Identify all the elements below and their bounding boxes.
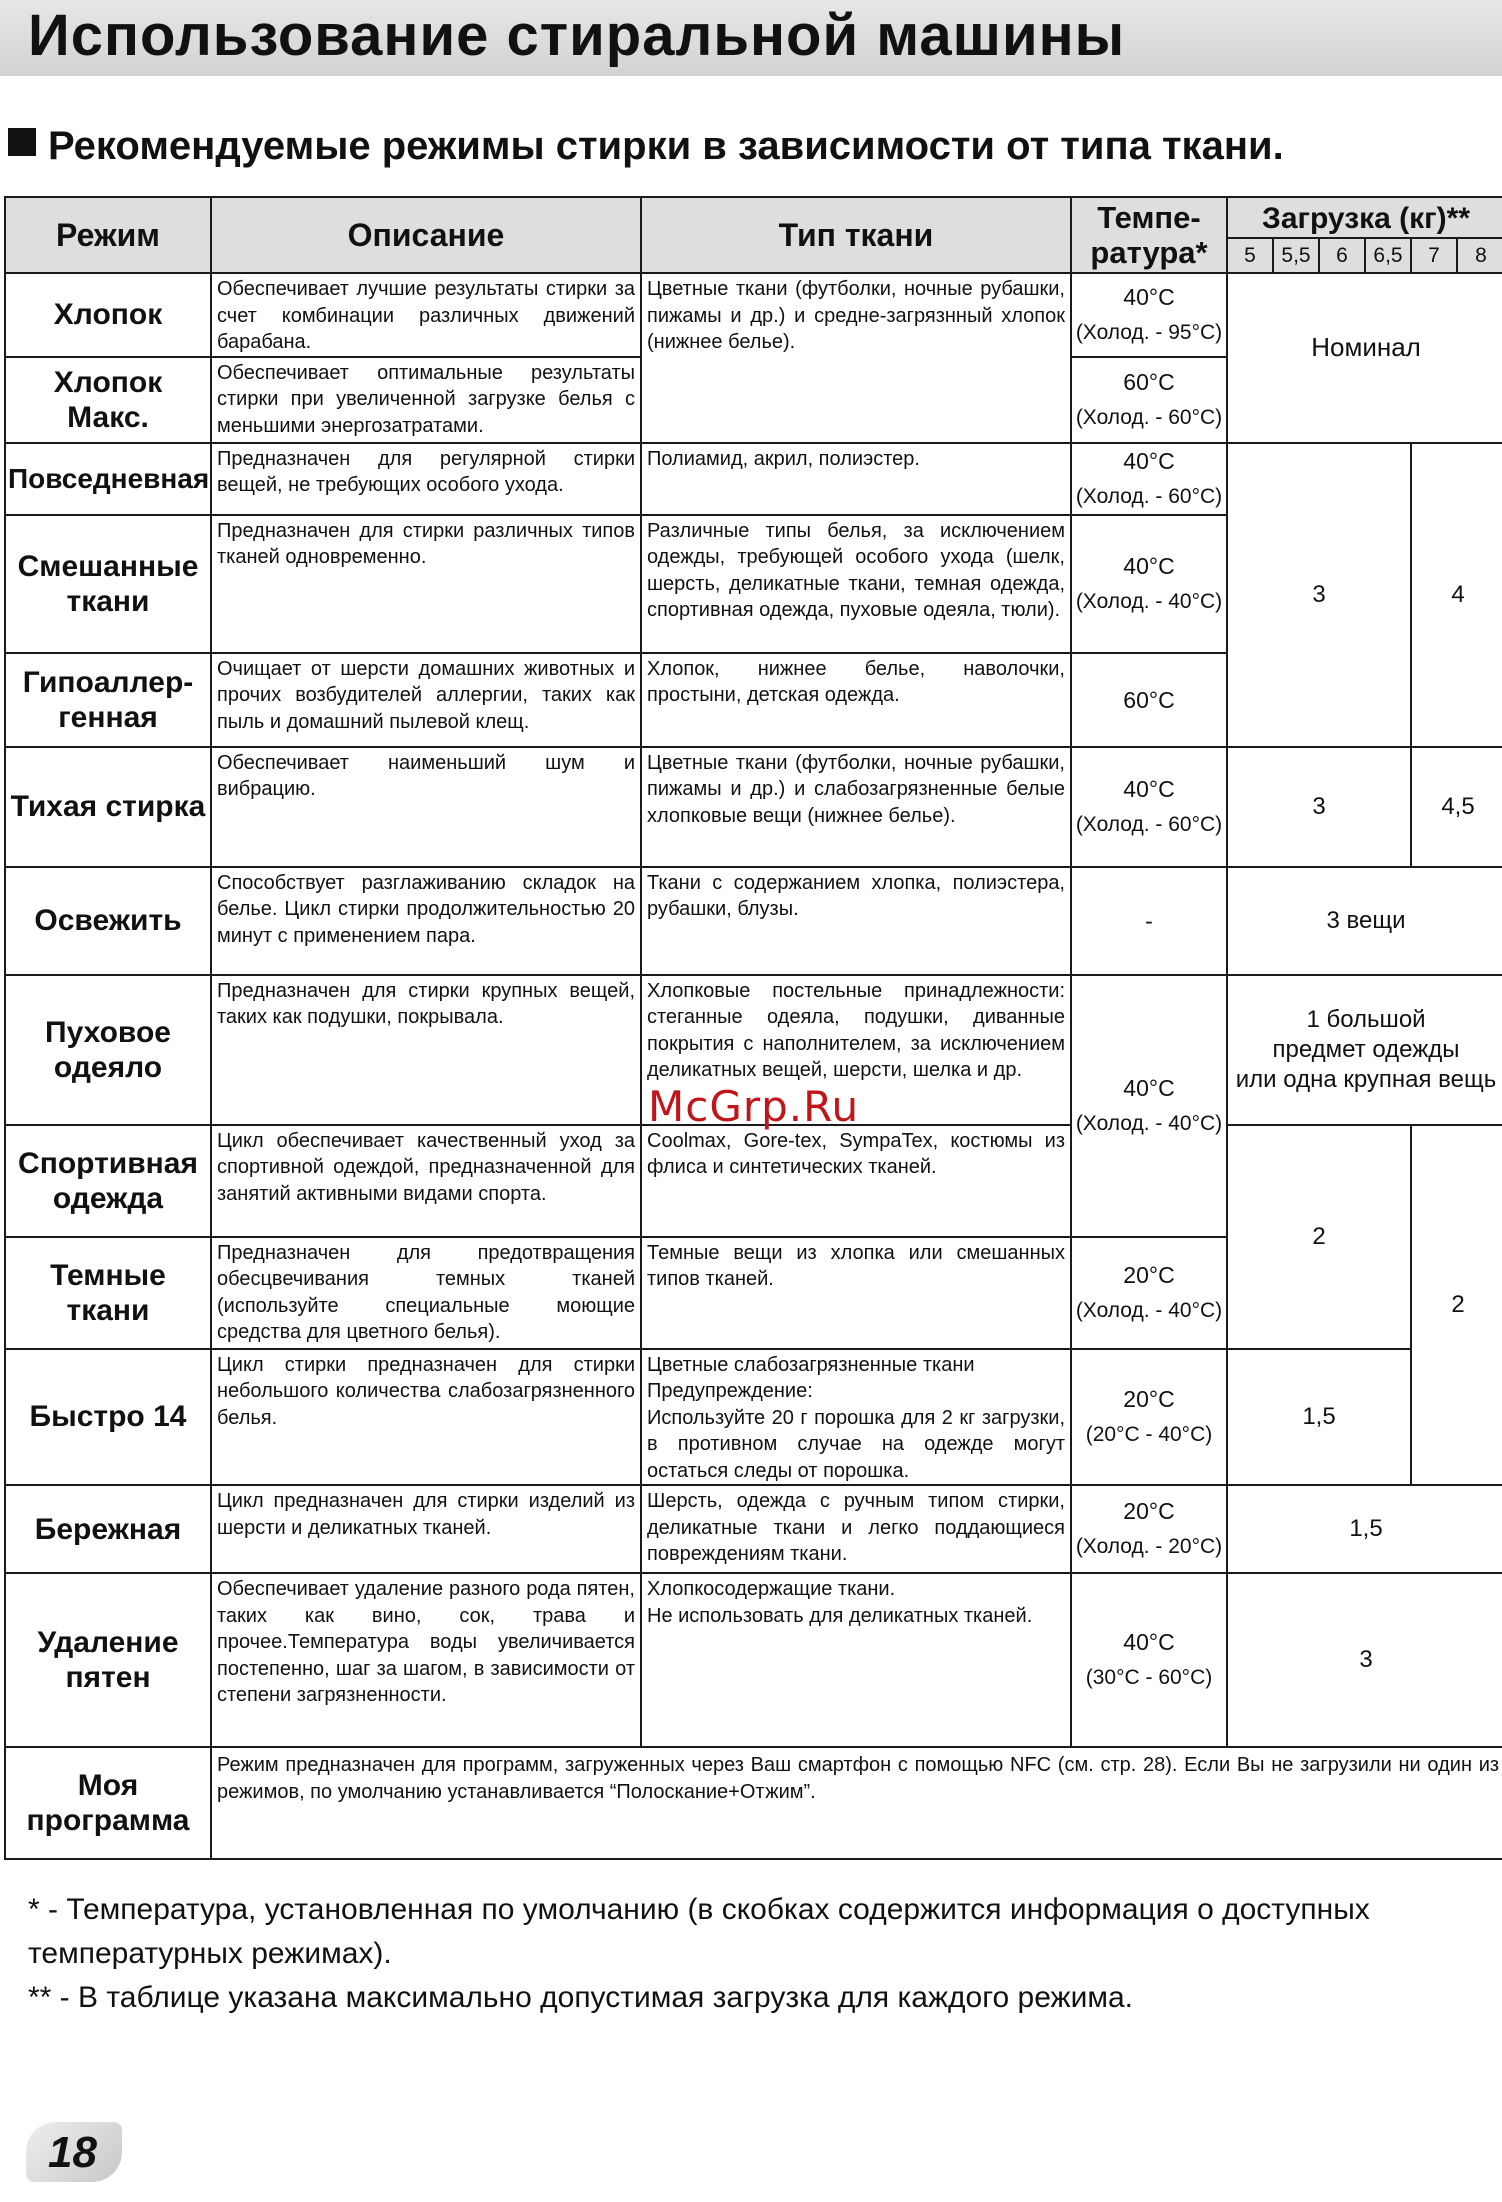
- temperature: 20°C (20°C - 40°C): [1071, 1349, 1227, 1486]
- fabric-type: Цветные слабозагрязненные ткани Предупреждение: Используйте 20 г порошка для 2 кг загрузки, в противном случае на одежде могут остаться следы от порошка.: [641, 1349, 1071, 1486]
- fabric-type: Различные типы белья, за исключением одежды, требующей особого ухода (шелк, шерсть, деликатные ткани, темная одежда, спортивная одежда, пуховые одеяла, тюли).: [641, 515, 1071, 653]
- footnote-temperature: * - Температура, установленная по умолчанию (в скобках содержится информация о доступных температурных режимах).: [28, 1893, 1370, 1970]
- mode-name: Тихая стирка: [5, 747, 211, 867]
- mode-name: Гипоаллер- генная: [5, 653, 211, 747]
- temperature: -: [1071, 867, 1227, 975]
- temperature: 40°C (Холод. - 60°C): [1071, 443, 1227, 515]
- fabric-type: Цветные ткани (футболки, ночные рубашки, пижамы и др.) и слабозагрязненные белые хлопковые вещи (нижнее белье).: [641, 747, 1071, 867]
- mode-description: Обеспечивает удаление разного рода пятен, таких как вино, сок, трава и прочее.Температура воды увеличивается постепенно, шаг за шагом, в зависимости от степени загрязненности.: [211, 1573, 641, 1747]
- mode-name: Смешанные ткани: [5, 515, 211, 653]
- temperature: 20°C (Холод. - 40°C): [1071, 1237, 1227, 1349]
- header-description: Описание: [211, 197, 641, 273]
- load-value: 4,5: [1411, 747, 1502, 867]
- table-row: [5, 443, 1502, 515]
- temperature: 40°C (Холод. - 40°C): [1071, 975, 1227, 1237]
- capacity-5: 5: [1227, 238, 1273, 273]
- mode-name: Быстро 14: [5, 1349, 211, 1486]
- fabric-type: Полиамид, акрил, полиэстер.: [641, 443, 1071, 515]
- mode-description: Способствует разглаживанию складок на белье. Цикл стирки продолжительностью 20 минут с применением пара.: [211, 867, 641, 975]
- load-value: 1 большой предмет одежды или одна крупная вещь: [1227, 975, 1502, 1125]
- footnote-load: ** - В таблице указана максимально допустимая загрузка для каждого режима.: [28, 1981, 1134, 2014]
- fabric-type: Хлопок, нижнее белье, наволочки, простыни, детская одежда.: [641, 653, 1071, 747]
- header-load: Загрузка (кг)**: [1227, 197, 1502, 238]
- fabric-type: Coolmax, Gore-tex, SympaTex, костюмы из флиса и синтетических тканей.: [641, 1125, 1071, 1237]
- watermark: McGrp.Ru: [648, 1082, 860, 1131]
- fabric-type: Шерсть, одежда с ручным типом стирки, деликатные ткани и легко поддающиеся повреждениям ткани.: [641, 1485, 1071, 1573]
- temperature: 60°C: [1071, 653, 1227, 747]
- load-value: 1,5: [1227, 1349, 1411, 1486]
- square-bullet-icon: [8, 128, 36, 156]
- load-value: 2: [1227, 1125, 1411, 1349]
- load-value: 3: [1227, 747, 1411, 867]
- table-row: [5, 1349, 1502, 1486]
- section-heading: [8, 118, 1284, 174]
- table-row: [5, 867, 1502, 975]
- mode-name: Хлопок: [5, 273, 211, 357]
- temperature: 40°C (Холод. - 95°C): [1071, 273, 1227, 357]
- mode-description: Предназначен для регулярной стирки вещей, не требующих особого ухода.: [211, 443, 641, 515]
- temperature: 40°C (30°C - 60°C): [1071, 1573, 1227, 1747]
- load-value: 3: [1227, 443, 1411, 747]
- fabric-type: Хлопковые постельные принадлежности: стеганные одеяла, подушки, диванные покрытия с наполнителем, за исключением деликатных вещей, шерсти, шелка и др.: [641, 975, 1071, 1125]
- mode-description: Предназначен для стирки различных типов тканей одновременно.: [211, 515, 641, 653]
- header-fabric: Тип ткани: [641, 197, 1071, 273]
- fabric-type: Хлопкосодержащие ткани. Не использовать для деликатных тканей.: [641, 1573, 1071, 1747]
- mode-name: Освежить: [5, 867, 211, 975]
- mode-name: Пуховое одеяло: [5, 975, 211, 1125]
- fabric-type: Темные вещи из хлопка или смешанных типов тканей.: [641, 1237, 1071, 1349]
- mode-description: Цикл обеспечивает качественный уход за спортивной одеждой, предназначенной для занятий активными видами спорта.: [211, 1125, 641, 1237]
- mode-description: Цикл стирки предназначен для стирки небольшого количества слабозагрязненного белья.: [211, 1349, 641, 1486]
- table-row: [5, 1125, 1502, 1237]
- page-title: Использование стиральной машины: [28, 3, 1126, 68]
- load-value: 3 вещи: [1227, 867, 1502, 975]
- mode-description: Очищает от шерсти домашних животных и прочих возбудителей аллергии, таких как пыль и домашний пылевой клещ.: [211, 653, 641, 747]
- capacity-8: 8: [1457, 238, 1502, 273]
- capacity-6: 6: [1319, 238, 1365, 273]
- footnotes: [28, 1888, 1478, 2020]
- capacity-7: 7: [1411, 238, 1457, 273]
- table-row: [5, 1485, 1502, 1573]
- mode-description: Предназначен для предотвращения обесцвечивания темных тканей (используйте специальные моющие средства для цветного белья).: [211, 1237, 641, 1349]
- header-mode: Режим: [5, 197, 211, 273]
- temperature: 20°C (Холод. - 20°C): [1071, 1485, 1227, 1573]
- capacity-6-5: 6,5: [1365, 238, 1411, 273]
- load-value: 3: [1227, 1573, 1502, 1747]
- mode-description: Предназначен для стирки крупных вещей, таких как подушки, покрывала.: [211, 975, 641, 1125]
- fabric-type: Ткани с содержанием хлопка, полиэстера, рубашки, блузы.: [641, 867, 1071, 975]
- mode-name: Темные ткани: [5, 1237, 211, 1349]
- mode-description: Цикл предназначен для стирки изделий из шерсти и деликатных тканей.: [211, 1485, 641, 1573]
- load-value: 4: [1411, 443, 1502, 747]
- temperature: 40°C (Холод. - 60°C): [1071, 747, 1227, 867]
- temperature: 60°C (Холод. - 60°C): [1071, 357, 1227, 443]
- mode-description: Обеспечивает наименьший шум и вибрацию.: [211, 747, 641, 867]
- temperature: 40°C (Холод. - 40°C): [1071, 515, 1227, 653]
- mode-description: Обеспечивает оптимальные результаты стирки при увеличенной загрузке белья с меньшими энергозатратами.: [211, 357, 641, 443]
- mode-name: Хлопок Макс.: [5, 357, 211, 443]
- capacity-5-5: 5,5: [1273, 238, 1319, 273]
- mode-name: Моя программа: [5, 1747, 211, 1859]
- section-heading-text: Рекомендуемые режимы стирки в зависимости от типа ткани.: [48, 124, 1284, 168]
- table-row: [5, 1573, 1502, 1747]
- mode-name: Бережная: [5, 1485, 211, 1573]
- mode-description: Обеспечивает лучшие результаты стирки за счет комбинации различных движений барабана.: [211, 273, 641, 357]
- header-temperature: Темпе- ратура*: [1071, 197, 1227, 273]
- table-row: [5, 273, 1502, 357]
- mode-name: Повседневная: [5, 443, 211, 515]
- fabric-type: Цветные ткани (футболки, ночные рубашки, пижамы и др.) и средне-загрязнный хлопок (нижнее белье).: [641, 273, 1071, 443]
- mode-name: Спортивная одежда: [5, 1125, 211, 1237]
- load-value: Номинал: [1227, 273, 1502, 443]
- load-value: 1,5: [1227, 1485, 1502, 1573]
- load-value: 2: [1411, 1125, 1502, 1486]
- page-number: 18: [48, 2128, 97, 2177]
- mode-name: Удаление пятен: [5, 1573, 211, 1747]
- wash-modes-table: [4, 196, 1502, 1860]
- table-row: [5, 747, 1502, 867]
- mode-description: Режим предназначен для программ, загруженных через Ваш смартфон с помощью NFC (см. стр. 28). Если Вы не загрузили ни один из режимов, по умолчанию устанавливается “Полоскание+Отжим”.: [211, 1747, 1502, 1859]
- table-header-row: [5, 197, 1502, 238]
- table-row: [5, 1747, 1502, 1859]
